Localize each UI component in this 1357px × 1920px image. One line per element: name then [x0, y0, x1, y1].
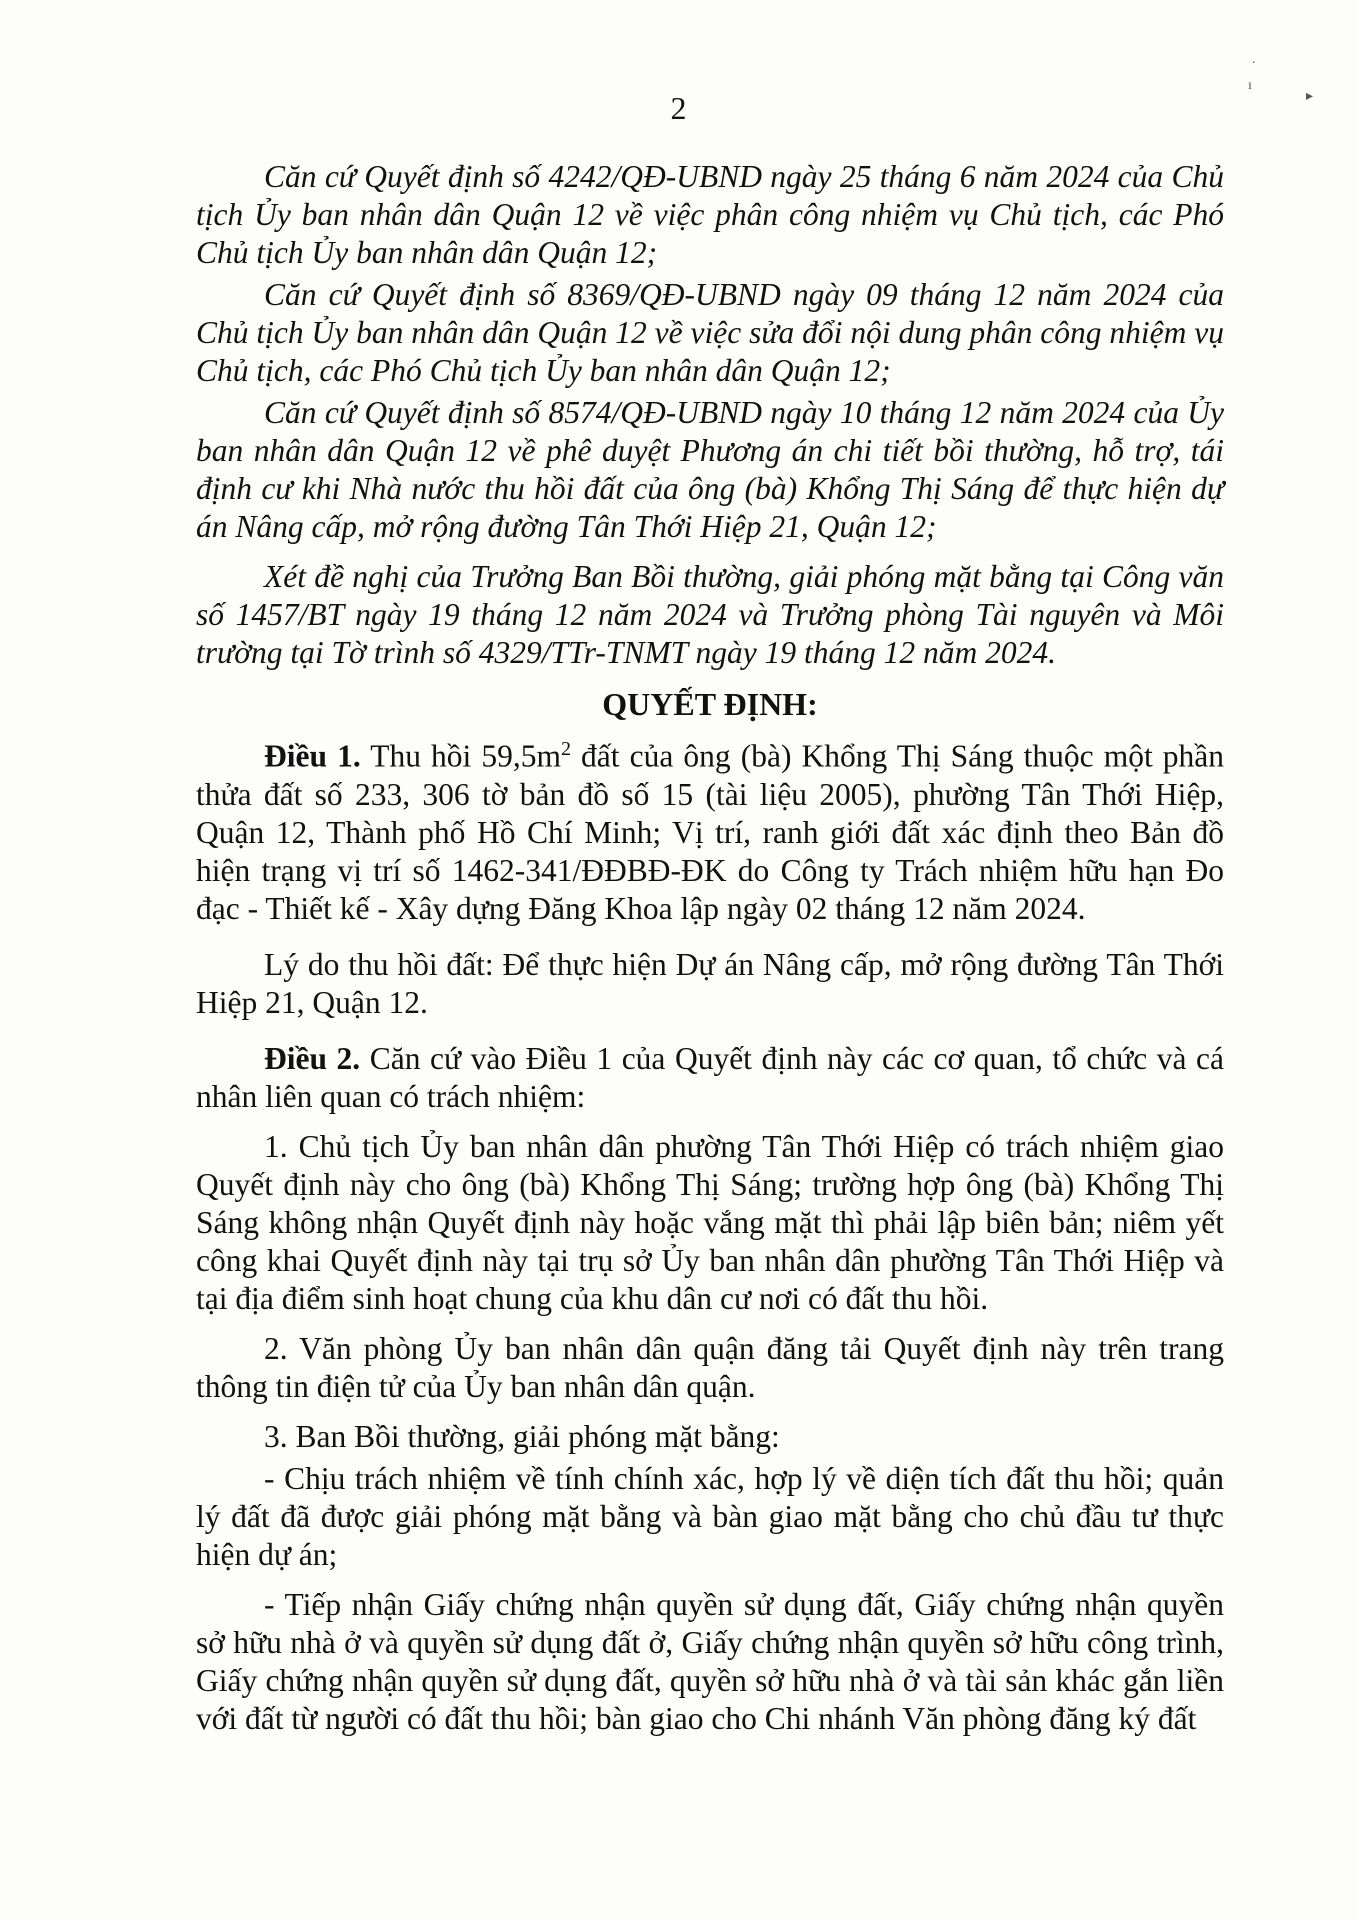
preamble-paragraph: Căn cứ Quyết định số 4242/QĐ-UBND ngày 25 tháng 6 năm 2024 của Chủ tịch Ủy ban nhân dân Quận 12 về việc phân công nhiệm vụ Chủ tịch, các Phó Chủ tịch Ủy ban nhân dân Quận 12;	[196, 159, 1224, 270]
article-2-item: 3. Ban Bồi thường, giải phóng mặt bằng:	[264, 1418, 780, 1454]
article-1-text-a: Thu hồi 59,5m	[360, 738, 561, 774]
article-2-label: Điều 2.	[264, 1040, 361, 1076]
scan-speck: ı	[1248, 78, 1252, 93]
scan-speck: ▸	[1306, 89, 1314, 104]
article-2-item: 2. Văn phòng Ủy ban nhân dân quận đăng tải Quyết định này trên trang thông tin điện tử của Ủy ban nhân dân quận.	[196, 1330, 1224, 1404]
article-2-item: 1. Chủ tịch Ủy ban nhân dân phường Tân Thới Hiệp có trách nhiệm giao Quyết định này cho ông (bà) Khổng Thị Sáng; trường hợp ông (bà) Khổng Thị Sáng không nhận Quyết định này hoặc vắng mặt thì phải lập biên bản; niêm yết công khai Quyết định này tại trụ sở Ủy ban nhân dân phường Tân Thới Hiệp và tại địa điểm sinh hoạt chung của khu dân cư nơi có đất thu hồi.	[196, 1128, 1224, 1316]
preamble-paragraph: Căn cứ Quyết định số 8369/QĐ-UBND ngày 09 tháng 12 năm 2024 của Chủ tịch Ủy ban nhân dân Quận 12 về việc sửa đổi nội dung phân công nhiệm vụ Chủ tịch, các Phó Chủ tịch Ủy ban nhân dân Quận 12;	[196, 277, 1224, 388]
article-1-label: Điều 1.	[264, 738, 361, 774]
preamble-paragraph: Xét đề nghị của Trưởng Ban Bồi thường, giải phóng mặt bằng tại Công văn số 1457/BT ngày 19 tháng 12 năm 2024 và Trưởng phòng Tài nguyên và Môi trường tại Tờ trình số 4329/TTr-TNMT ngày 19 tháng 12 năm 2024.	[196, 559, 1224, 670]
decision-heading: QUYẾT ĐỊNH:	[602, 686, 818, 722]
article-2-item: - Tiếp nhận Giấy chứng nhận quyền sử dụng đất, Giấy chứng nhận quyền sở hữu nhà ở và quyền sử dụng đất ở, Giấy chứng nhận quyền sở hữu công trình, Giấy chứng nhận quyền sử dụng đất, quyền sở hữu nhà ở và tài sản khác gắn liền với đất từ người có đất thu hồi; bàn giao cho Chi nhánh Văn phòng đăng ký đất	[196, 1586, 1224, 1736]
article-2	[196, 1040, 1224, 1116]
document-body	[196, 158, 1224, 1738]
article-1	[196, 730, 1224, 928]
article-1-sup: 2	[560, 738, 571, 760]
article-1-reason: Lý do thu hồi đất: Để thực hiện Dự án Nâng cấp, mở rộng đường Tân Thới Hiệp 21, Quận 12.	[196, 946, 1224, 1020]
article-2-item: - Chịu trách nhiệm về tính chính xác, hợp lý về diện tích đất thu hồi; quản lý đất đã được giải phóng mặt bằng và bàn giao mặt bằng cho chủ đầu tư thực hiện dự án;	[196, 1460, 1224, 1572]
article-2-text: Căn cứ vào Điều 1 của Quyết định này các cơ quan, tổ chức và cá nhân liên quan có trách nhiệm:	[196, 1040, 1224, 1114]
article-1-text-b: đất của ông (bà) Khổng Thị Sáng thuộc một phần thửa đất số 233, 306 tờ bản đồ số 15 (tài liệu 2005), phường Tân Thới Hiệp, Quận 12, Thành phố Hồ Chí Minh; Vị trí, ranh giới đất xác định theo Bản đồ hiện trạng vị trí số 1462-341/ĐĐBĐ-ĐK do Công ty Trách nhiệm hữu hạn Đo đạc - Thiết kế - Xây dựng Đăng Khoa lập ngày 02 tháng 12 năm 2024.	[196, 738, 1225, 926]
preamble-paragraph: Căn cứ Quyết định số 8574/QĐ-UBND ngày 10 tháng 12 năm 2024 của Ủy ban nhân dân Quận 12 về phê duyệt Phương án chi tiết bồi thường, hỗ trợ, tái định cư khi Nhà nước thu hồi đất của ông (bà) Khổng Thị Sáng để thực hiện dự án Nâng cấp, mở rộng đường Tân Thới Hiệp 21, Quận 12;	[196, 395, 1224, 544]
page-number: 2	[670, 90, 687, 126]
scan-speck: .	[1252, 52, 1256, 67]
